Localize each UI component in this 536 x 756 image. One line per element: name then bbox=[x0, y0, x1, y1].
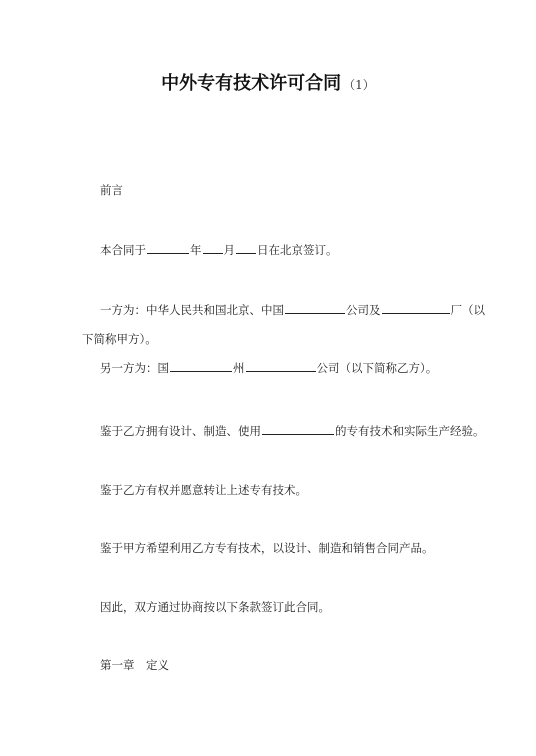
party-a-continuation: 下简称甲方）。 bbox=[82, 332, 157, 346]
recital-1 bbox=[100, 423, 485, 439]
party-a-suffix: 厂（以 bbox=[450, 303, 485, 317]
recital-1-blank bbox=[262, 423, 334, 435]
signing-prefix: 本合同于 bbox=[100, 243, 146, 257]
month-label: 月 bbox=[223, 243, 235, 257]
title-suffix: （1） bbox=[343, 78, 375, 92]
day-blank bbox=[236, 242, 256, 254]
party-b-prefix: 另一方为：国 bbox=[100, 361, 169, 375]
party-a-prefix: 一方为：中华人民共和国北京、中国 bbox=[100, 303, 284, 317]
preface-heading: 前言 bbox=[100, 183, 123, 197]
party-b-state-blank bbox=[246, 360, 316, 372]
signing-suffix: 日在北京签订。 bbox=[257, 243, 338, 257]
conclusion: 因此，双方通过协商按以下条款签订此合同。 bbox=[100, 600, 330, 614]
party-a-middle: 公司及 bbox=[346, 303, 381, 317]
year-label: 年 bbox=[190, 243, 202, 257]
signing-line bbox=[100, 242, 338, 258]
month-blank bbox=[203, 242, 223, 254]
recital-1-suffix: 的专有技术和实际生产经验。 bbox=[335, 424, 485, 438]
recital-3: 鉴于甲方希望利用乙方专有技术，以设计、制造和销售合同产品。 bbox=[100, 541, 434, 555]
party-a-company-blank bbox=[285, 302, 345, 314]
recital-1-prefix: 鉴于乙方拥有设计、制造、使用 bbox=[100, 424, 261, 438]
recital-2: 鉴于乙方有权并愿意转让上述专有技术。 bbox=[100, 483, 307, 497]
title-text: 中外专有技术许可合同 bbox=[161, 73, 342, 94]
party-b-line bbox=[100, 360, 437, 376]
party-a-line bbox=[100, 302, 485, 318]
chapter-1-heading: 第一章 定义 bbox=[100, 658, 169, 672]
party-b-suffix: 公司（以下简称乙方）。 bbox=[316, 361, 438, 375]
party-b-middle: 州 bbox=[233, 361, 245, 375]
document-title bbox=[0, 72, 536, 97]
party-b-country-blank bbox=[170, 360, 232, 372]
year-blank bbox=[147, 242, 189, 254]
party-a-factory-blank bbox=[382, 302, 450, 314]
